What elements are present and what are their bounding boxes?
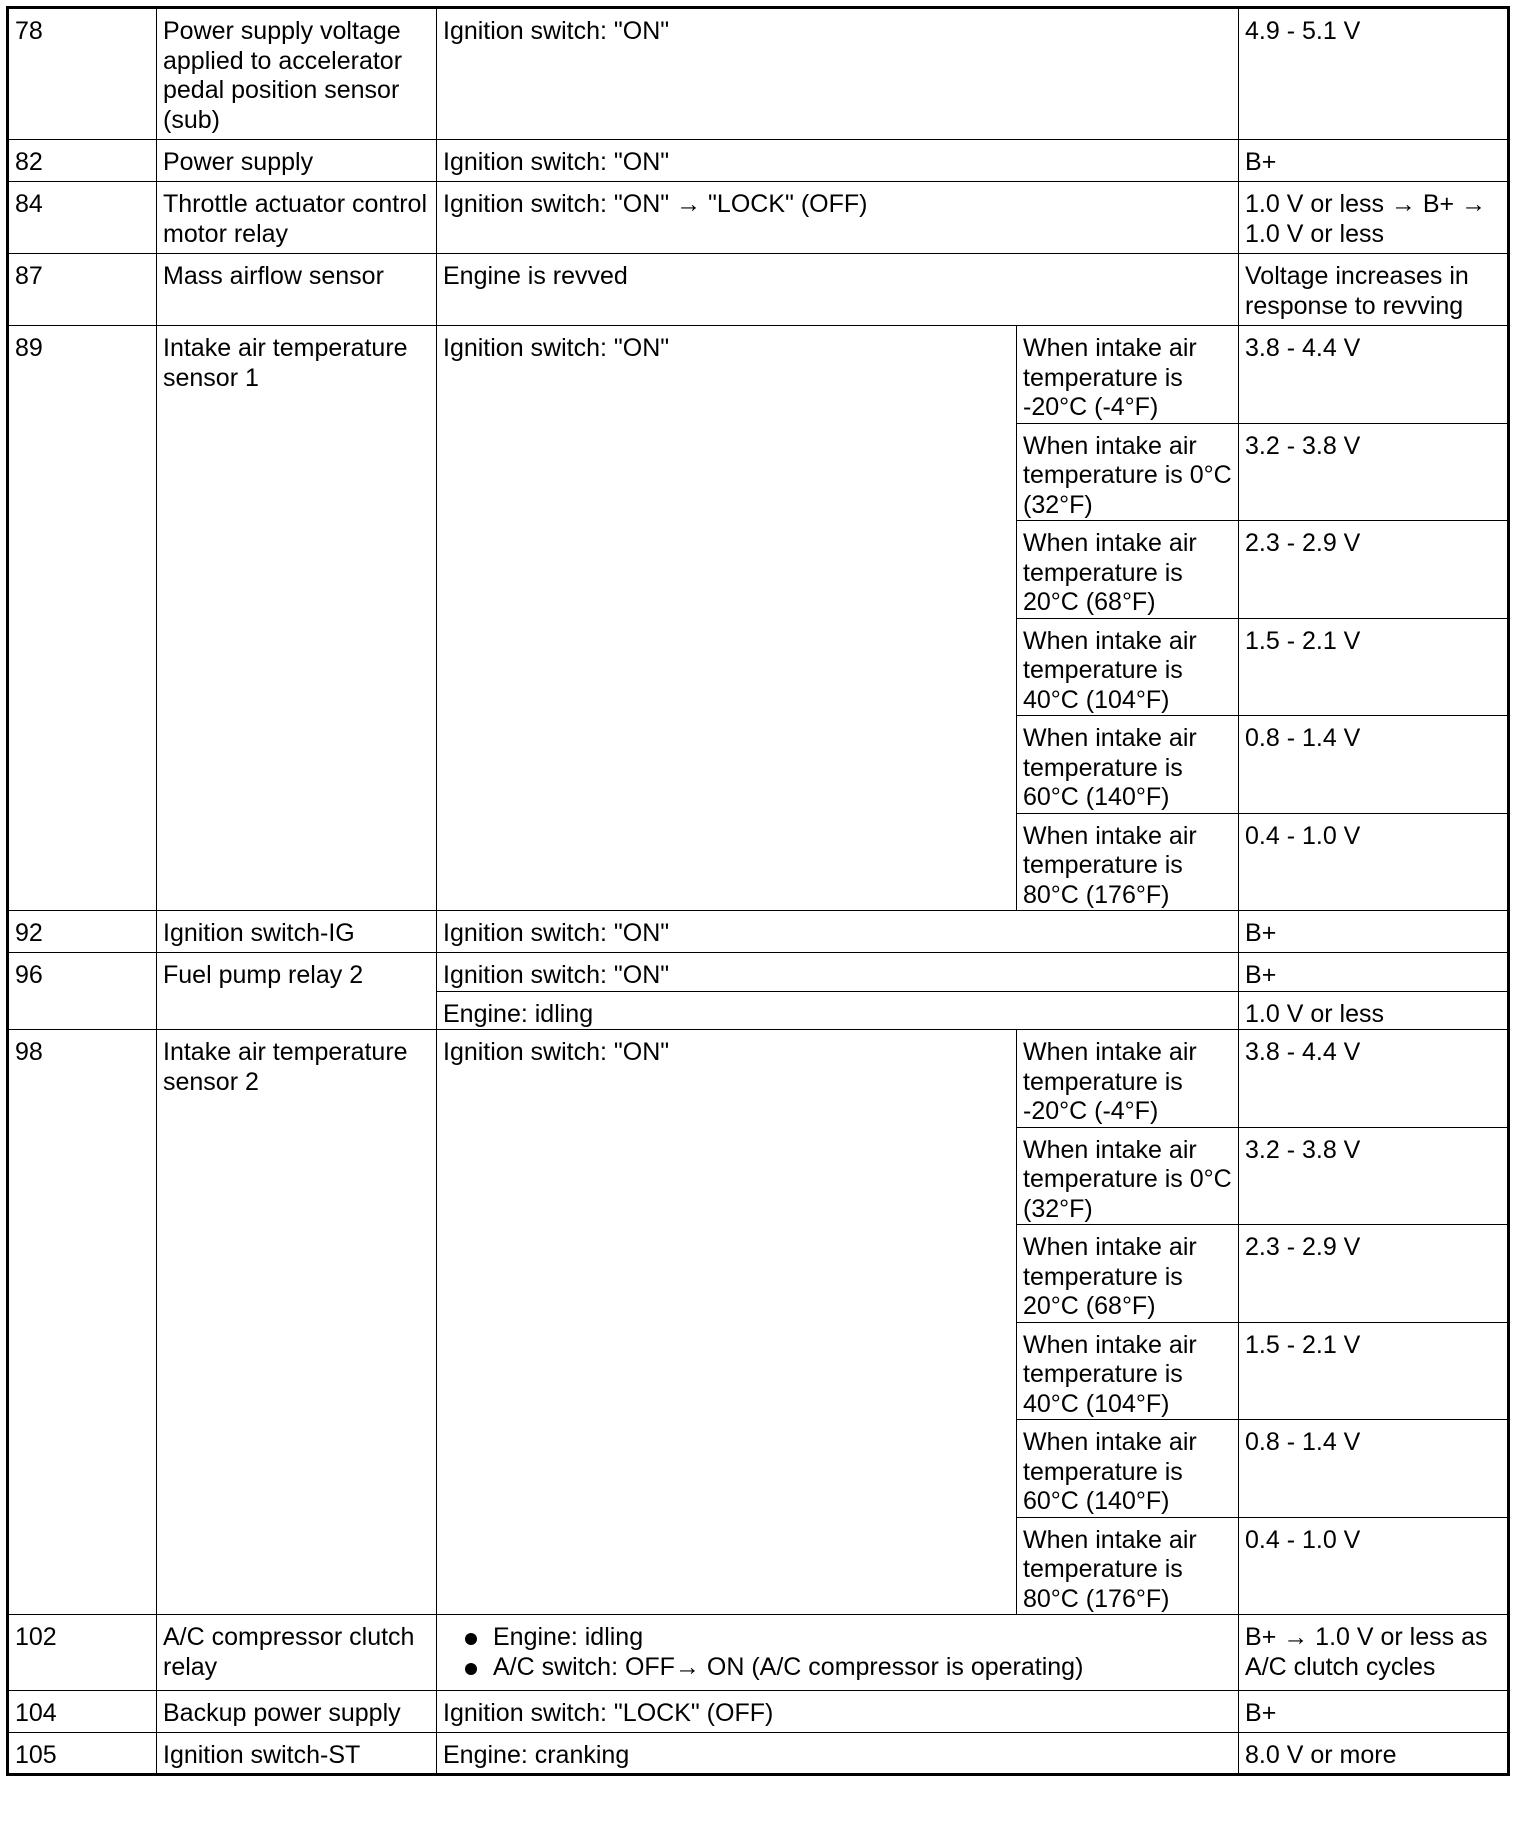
specified-value: 0.8 - 1.4 V (1239, 1420, 1509, 1518)
terminal-no: 82 (8, 140, 157, 182)
sub-condition: When intake air temperature is 20°C (68°F) (1017, 521, 1239, 619)
condition: Engine is revved (437, 254, 1239, 326)
sub-condition: When intake air temperature is 0°C (32°F) (1017, 423, 1239, 521)
table-row (8, 182, 1509, 254)
sub-condition: When intake air temperature is 40°C (104°F) (1017, 1322, 1239, 1420)
specified-value: Voltage increases in response to revving (1239, 254, 1509, 326)
condition: Ignition switch: "ON" (437, 326, 1017, 911)
terminal-name: Throttle actuator control motor relay (157, 182, 437, 254)
specified-value: 1.5 - 2.1 V (1239, 1322, 1509, 1420)
specified-value: 1.0 V or less → B+ → 1.0 V or less (1239, 182, 1509, 254)
condition (437, 1615, 1239, 1691)
specified-value: 3.8 - 4.4 V (1239, 1030, 1509, 1128)
terminal-name: Power supply voltage applied to accelerator pedal position sensor (sub) (157, 8, 437, 140)
terminal-name: Mass airflow sensor (157, 254, 437, 326)
condition: Ignition switch: "ON" (437, 953, 1239, 992)
table-row (8, 326, 1509, 424)
sub-condition: When intake air temperature is 20°C (68°F) (1017, 1225, 1239, 1323)
condition: Ignition switch: "ON" (437, 8, 1239, 140)
sub-condition: When intake air temperature is 40°C (104°F) (1017, 618, 1239, 716)
table-row (8, 1030, 1509, 1128)
specified-value: B+ → 1.0 V or less as A/C clutch cycles (1239, 1615, 1509, 1691)
condition-bullet-list (443, 1623, 1238, 1682)
terminal-name: Ignition switch-ST (157, 1733, 437, 1775)
specified-value: B+ (1239, 911, 1509, 953)
specified-value: 1.0 V or less (1239, 991, 1509, 1030)
table-row (8, 1615, 1509, 1691)
specified-value: 2.3 - 2.9 V (1239, 1225, 1509, 1323)
specified-value: 4.9 - 5.1 V (1239, 8, 1509, 140)
table-row (8, 1733, 1509, 1775)
condition: Engine: idling (437, 991, 1239, 1030)
table-row (8, 1691, 1509, 1733)
terminal-no: 98 (8, 1030, 157, 1615)
specified-value: 0.4 - 1.0 V (1239, 813, 1509, 911)
specified-value: B+ (1239, 140, 1509, 182)
bullet-item: Engine: idling (443, 1623, 1238, 1653)
specified-value: 2.3 - 2.9 V (1239, 521, 1509, 619)
sub-condition: When intake air temperature is 0°C (32°F) (1017, 1127, 1239, 1225)
terminal-no: 92 (8, 911, 157, 953)
terminal-name: Intake air temperature sensor 1 (157, 326, 437, 911)
condition: Engine: cranking (437, 1733, 1239, 1775)
sub-condition: When intake air temperature is 60°C (140°F) (1017, 716, 1239, 814)
terminal-name: Intake air temperature sensor 2 (157, 1030, 437, 1615)
table-row (8, 953, 1509, 992)
specified-value: B+ (1239, 1691, 1509, 1733)
specified-value: 0.4 - 1.0 V (1239, 1517, 1509, 1615)
specified-value: B+ (1239, 953, 1509, 992)
specified-value: 3.2 - 3.8 V (1239, 1127, 1509, 1225)
table-body (8, 8, 1509, 1775)
sub-condition: When intake air temperature is -20°C (-4°F) (1017, 326, 1239, 424)
specified-value: 0.8 - 1.4 V (1239, 716, 1509, 814)
sub-condition: When intake air temperature is 80°C (176°F) (1017, 813, 1239, 911)
sub-condition: When intake air temperature is 60°C (140°F) (1017, 1420, 1239, 1518)
terminal-no: 89 (8, 326, 157, 911)
terminal-no: 84 (8, 182, 157, 254)
ecm-terminal-table (6, 6, 1510, 1776)
table-row (8, 140, 1509, 182)
table-row (8, 8, 1509, 140)
terminal-no: 87 (8, 254, 157, 326)
table-row (8, 254, 1509, 326)
terminal-no: 102 (8, 1615, 157, 1691)
terminal-no: 78 (8, 8, 157, 140)
specified-value: 8.0 V or more (1239, 1733, 1509, 1775)
terminal-name: A/C compressor clutch relay (157, 1615, 437, 1691)
specified-value: 3.2 - 3.8 V (1239, 423, 1509, 521)
condition: Ignition switch: "ON" (437, 1030, 1017, 1615)
bullet-item: A/C switch: OFF→ ON (A/C compressor is operating) (443, 1653, 1238, 1683)
sub-condition: When intake air temperature is 80°C (176°F) (1017, 1517, 1239, 1615)
terminal-no: 96 (8, 953, 157, 1030)
terminal-name: Ignition switch-IG (157, 911, 437, 953)
condition: Ignition switch: "LOCK" (OFF) (437, 1691, 1239, 1733)
terminal-name: Backup power supply (157, 1691, 437, 1733)
condition: Ignition switch: "ON" (437, 140, 1239, 182)
table-row (8, 911, 1509, 953)
terminal-no: 105 (8, 1733, 157, 1775)
terminal-no: 104 (8, 1691, 157, 1733)
condition: Ignition switch: "ON" (437, 911, 1239, 953)
condition: Ignition switch: "ON" → "LOCK" (OFF) (437, 182, 1239, 254)
terminal-name: Power supply (157, 140, 437, 182)
terminal-name: Fuel pump relay 2 (157, 953, 437, 1030)
specified-value: 3.8 - 4.4 V (1239, 326, 1509, 424)
sub-condition: When intake air temperature is -20°C (-4°F) (1017, 1030, 1239, 1128)
specified-value: 1.5 - 2.1 V (1239, 618, 1509, 716)
